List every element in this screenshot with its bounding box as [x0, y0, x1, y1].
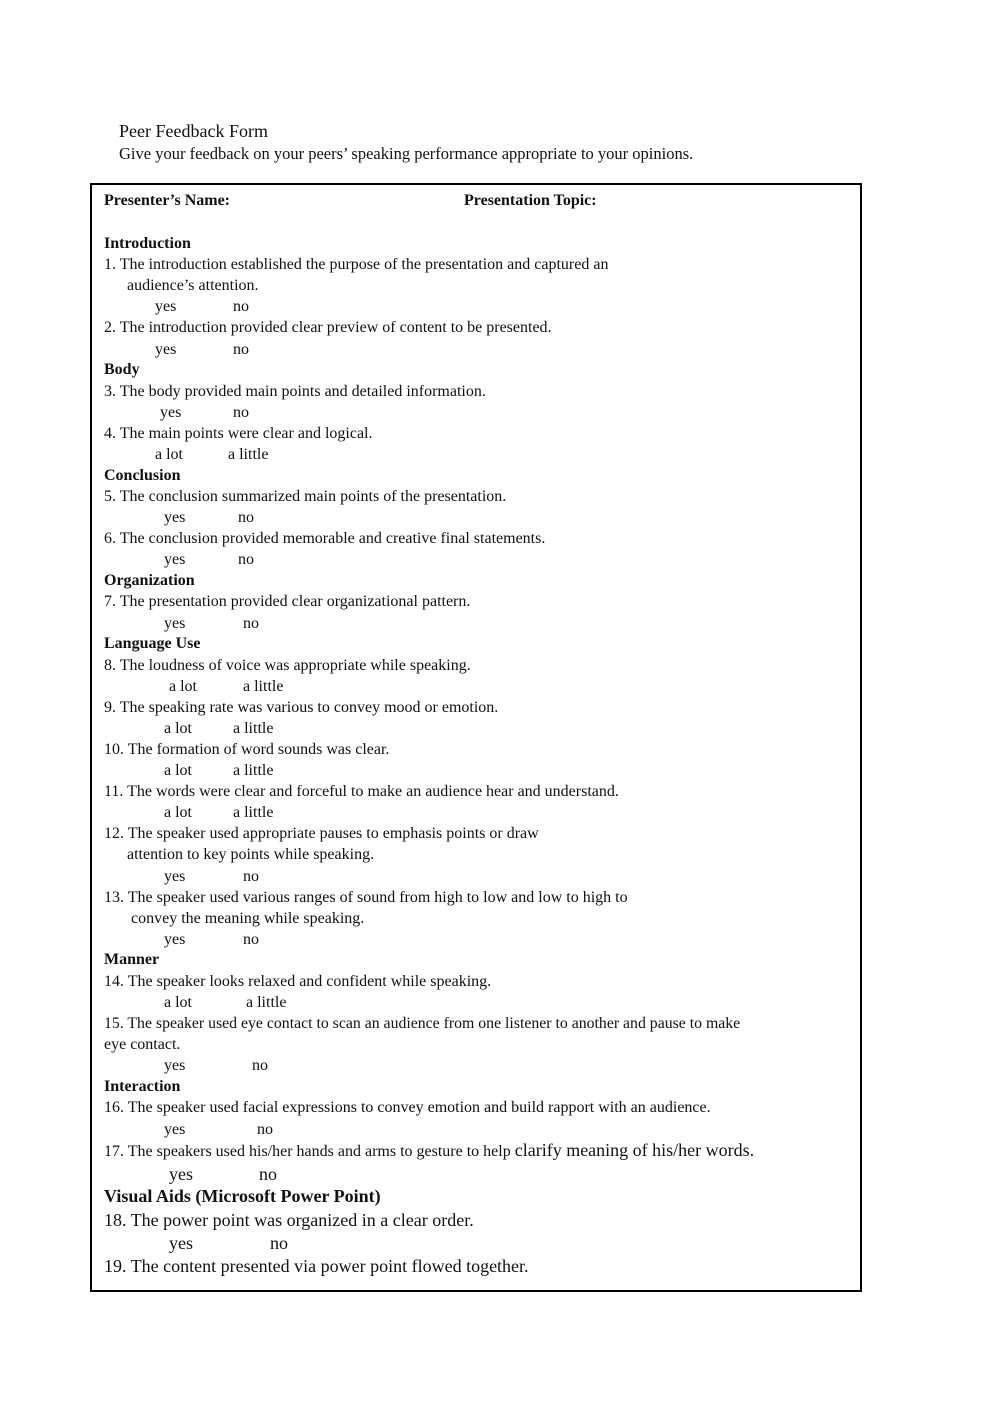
- instructions: Give your feedback on your peers’ speaking performance appropriate to your opinions.: [119, 144, 694, 163]
- item-4-option-a-lot[interactable]: a lot: [155, 446, 183, 463]
- item-13-option-yes[interactable]: yes: [164, 931, 186, 948]
- section-heading-body: Body: [104, 361, 140, 378]
- item-2-option-yes[interactable]: yes: [155, 341, 177, 358]
- section-heading-introduction: Introduction: [104, 235, 191, 252]
- item-12-option-yes[interactable]: yes: [164, 868, 186, 885]
- item-1-text-cont: audience’s attention.: [127, 277, 259, 294]
- item-19-text: 19. The content presented via power point flowed together.: [104, 1256, 529, 1276]
- item-13-text: 13. The speaker used various ranges of sound from high to low and low to high to: [104, 889, 628, 906]
- item-12-text: 12. The speaker used appropriate pauses to emphasis points or draw: [104, 825, 539, 842]
- item-18-option-yes[interactable]: yes: [169, 1233, 193, 1253]
- section-heading-organization: Organization: [104, 572, 195, 589]
- item-14-text: 14. The speaker looks relaxed and confident while speaking.: [104, 973, 492, 990]
- item-9-option-a-lot[interactable]: a lot: [164, 720, 192, 737]
- item-18-text: 18. The power point was organized in a clear order.: [104, 1210, 474, 1230]
- item-17-option-yes[interactable]: yes: [169, 1164, 193, 1184]
- item-1-text: 1. The introduction established the purpose of the presentation and captured an: [104, 256, 609, 273]
- item-14-option-a-lot[interactable]: a lot: [164, 994, 192, 1011]
- item-1-option-no[interactable]: no: [233, 298, 249, 315]
- item-2-option-no[interactable]: no: [233, 341, 249, 358]
- item-16-text: 16. The speaker used facial expressions to convey emotion and build rapport with an audience.: [104, 1099, 711, 1116]
- presentation-topic-label: Presentation Topic:: [464, 192, 597, 209]
- item-8-option-a-little[interactable]: a little: [243, 678, 284, 695]
- page-title: Peer Feedback Form: [119, 121, 268, 141]
- section-heading-interaction: Interaction: [104, 1078, 181, 1095]
- item-12-text-cont: attention to key points while speaking.: [127, 846, 375, 863]
- item-13-option-no[interactable]: no: [243, 931, 259, 948]
- section-heading-visual-aids: Visual Aids (Microsoft Power Point): [104, 1186, 381, 1206]
- item-15-text: 15. The speaker used eye contact to scan an audience from one listener to another and pause to make: [104, 1015, 741, 1032]
- item-9-option-a-little[interactable]: a little: [233, 720, 274, 737]
- section-heading-language-use: Language Use: [104, 635, 201, 652]
- item-11-option-a-little[interactable]: a little: [233, 804, 274, 821]
- item-10-option-a-lot[interactable]: a lot: [164, 762, 192, 779]
- item-5-option-yes[interactable]: yes: [164, 509, 186, 526]
- item-13-text-cont: convey the meaning while speaking.: [131, 910, 365, 927]
- item-6-option-yes[interactable]: yes: [164, 551, 186, 568]
- item-11-text: 11. The words were clear and forceful to make an audience hear and understand.: [104, 783, 619, 800]
- item-6-option-no[interactable]: no: [238, 551, 254, 568]
- item-17-option-no[interactable]: no: [259, 1164, 277, 1184]
- item-4-text: 4. The main points were clear and logical.: [104, 425, 373, 442]
- item-7-text: 7. The presentation provided clear organizational pattern.: [104, 593, 471, 610]
- item-8-text: 8. The loudness of voice was appropriate while speaking.: [104, 657, 471, 674]
- item-1-option-yes[interactable]: yes: [155, 298, 177, 315]
- item-7-option-no[interactable]: no: [243, 615, 259, 632]
- item-16-option-no[interactable]: no: [257, 1121, 273, 1138]
- item-4-option-a-little[interactable]: a little: [228, 446, 269, 463]
- item-17-text-part1: 17. The speakers used his/her hands and arms to gesture to help: [104, 1143, 515, 1160]
- item-9-text: 9. The speaking rate was various to convey mood or emotion.: [104, 699, 499, 716]
- item-15-option-yes[interactable]: yes: [164, 1057, 186, 1074]
- item-7-option-yes[interactable]: yes: [164, 615, 186, 632]
- item-10-option-a-little[interactable]: a little: [233, 762, 274, 779]
- item-3-text: 3. The body provided main points and detailed information.: [104, 383, 486, 400]
- item-6-text: 6. The conclusion provided memorable and creative final statements.: [104, 530, 546, 547]
- item-5-option-no[interactable]: no: [238, 509, 254, 526]
- item-17-text-part2: clarify meaning of his/her words.: [514, 1140, 755, 1160]
- presenter-name-label: Presenter’s Name:: [104, 192, 231, 209]
- section-heading-conclusion: Conclusion: [104, 467, 181, 484]
- feedback-form-box: [90, 183, 862, 1292]
- item-11-option-a-lot[interactable]: a lot: [164, 804, 192, 821]
- item-3-option-no[interactable]: no: [233, 404, 249, 421]
- item-15-text-cont: eye contact.: [104, 1036, 181, 1053]
- item-17-text: [104, 1140, 754, 1162]
- item-5-text: 5. The conclusion summarized main points of the presentation.: [104, 488, 507, 505]
- item-12-option-no[interactable]: no: [243, 868, 259, 885]
- item-2-text: 2. The introduction provided clear preview of content to be presented.: [104, 319, 552, 336]
- item-3-option-yes[interactable]: yes: [160, 404, 182, 421]
- section-heading-manner: Manner: [104, 951, 160, 968]
- item-16-option-yes[interactable]: yes: [164, 1121, 186, 1138]
- item-14-option-a-little[interactable]: a little: [246, 994, 287, 1011]
- item-18-option-no[interactable]: no: [270, 1233, 288, 1253]
- item-8-option-a-lot[interactable]: a lot: [169, 678, 197, 695]
- item-15-option-no[interactable]: no: [252, 1057, 268, 1074]
- item-10-text: 10. The formation of word sounds was clear.: [104, 741, 390, 758]
